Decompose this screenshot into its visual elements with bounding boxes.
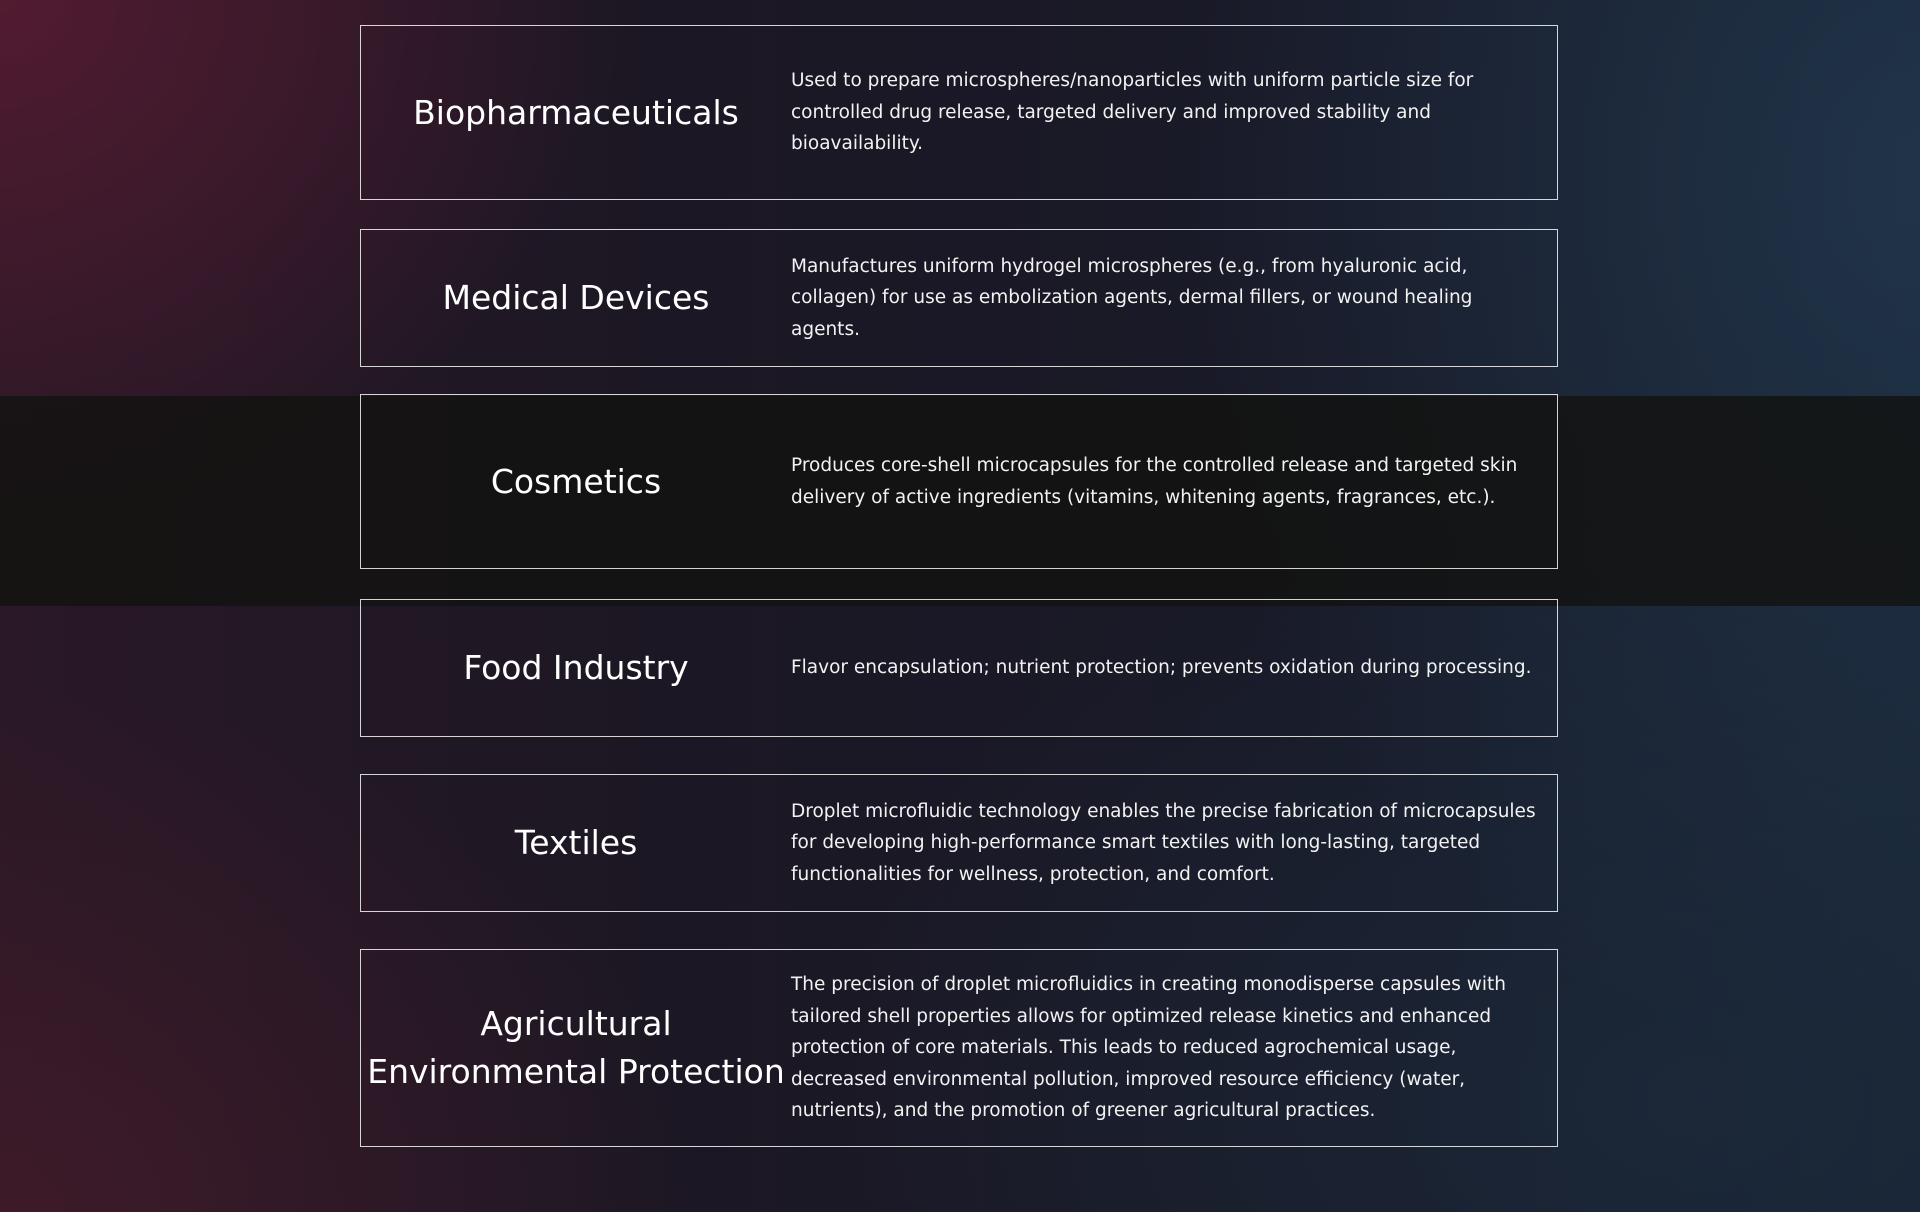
application-title: Agricultural Environmental Protection xyxy=(367,1004,785,1091)
application-description: Manufactures uniform hydrogel microspheres (e.g., from hyaluronic acid, collagen) for use as embolization agents, dermal fillers, or wound healing agents. xyxy=(791,255,1473,340)
application-description: Used to prepare microspheres/nanoparticles with uniform particle size for controlled drug release, targeted delivery and improved stability and bioavailability. xyxy=(791,70,1474,155)
application-card-food-industry xyxy=(360,599,1558,737)
application-title: Textiles xyxy=(514,823,638,862)
application-description: The precision of droplet microfluidics in creating monodisperse capsules with tailored shell properties allows for optimized release kinetics and enhanced protection of core materials. This leads to reduced agrochemical usage, decreased environmental pollution, improved resource efficiency (water, nutrients), and the promotion of greener agricultural practices. xyxy=(791,974,1506,1122)
application-description: Droplet microfluidic technology enables the precise fabrication of microcapsules for developing high-performance smart textiles with long-lasting, targeted functionalities for wellness, protection, and comfort. xyxy=(791,800,1536,885)
application-card-cosmetics xyxy=(360,394,1558,569)
application-card-textiles xyxy=(360,774,1558,912)
application-title: Cosmetics xyxy=(490,461,662,501)
application-title: Biopharmaceuticals xyxy=(413,92,739,132)
application-card-medical-devices xyxy=(360,229,1558,367)
application-card-agricultural-environmental-protection xyxy=(360,949,1558,1147)
application-description: Flavor encapsulation; nutrient protection; prevents oxidation during processing. xyxy=(791,657,1532,679)
application-title: Food Industry xyxy=(463,648,689,687)
application-title: Medical Devices xyxy=(442,278,710,317)
application-card-biopharmaceuticals xyxy=(360,25,1558,200)
application-description: Produces core-shell microcapsules for the controlled release and targeted skin delivery of active ingredients (vitamins, whitening agents, fragrances, etc.). xyxy=(791,455,1518,508)
